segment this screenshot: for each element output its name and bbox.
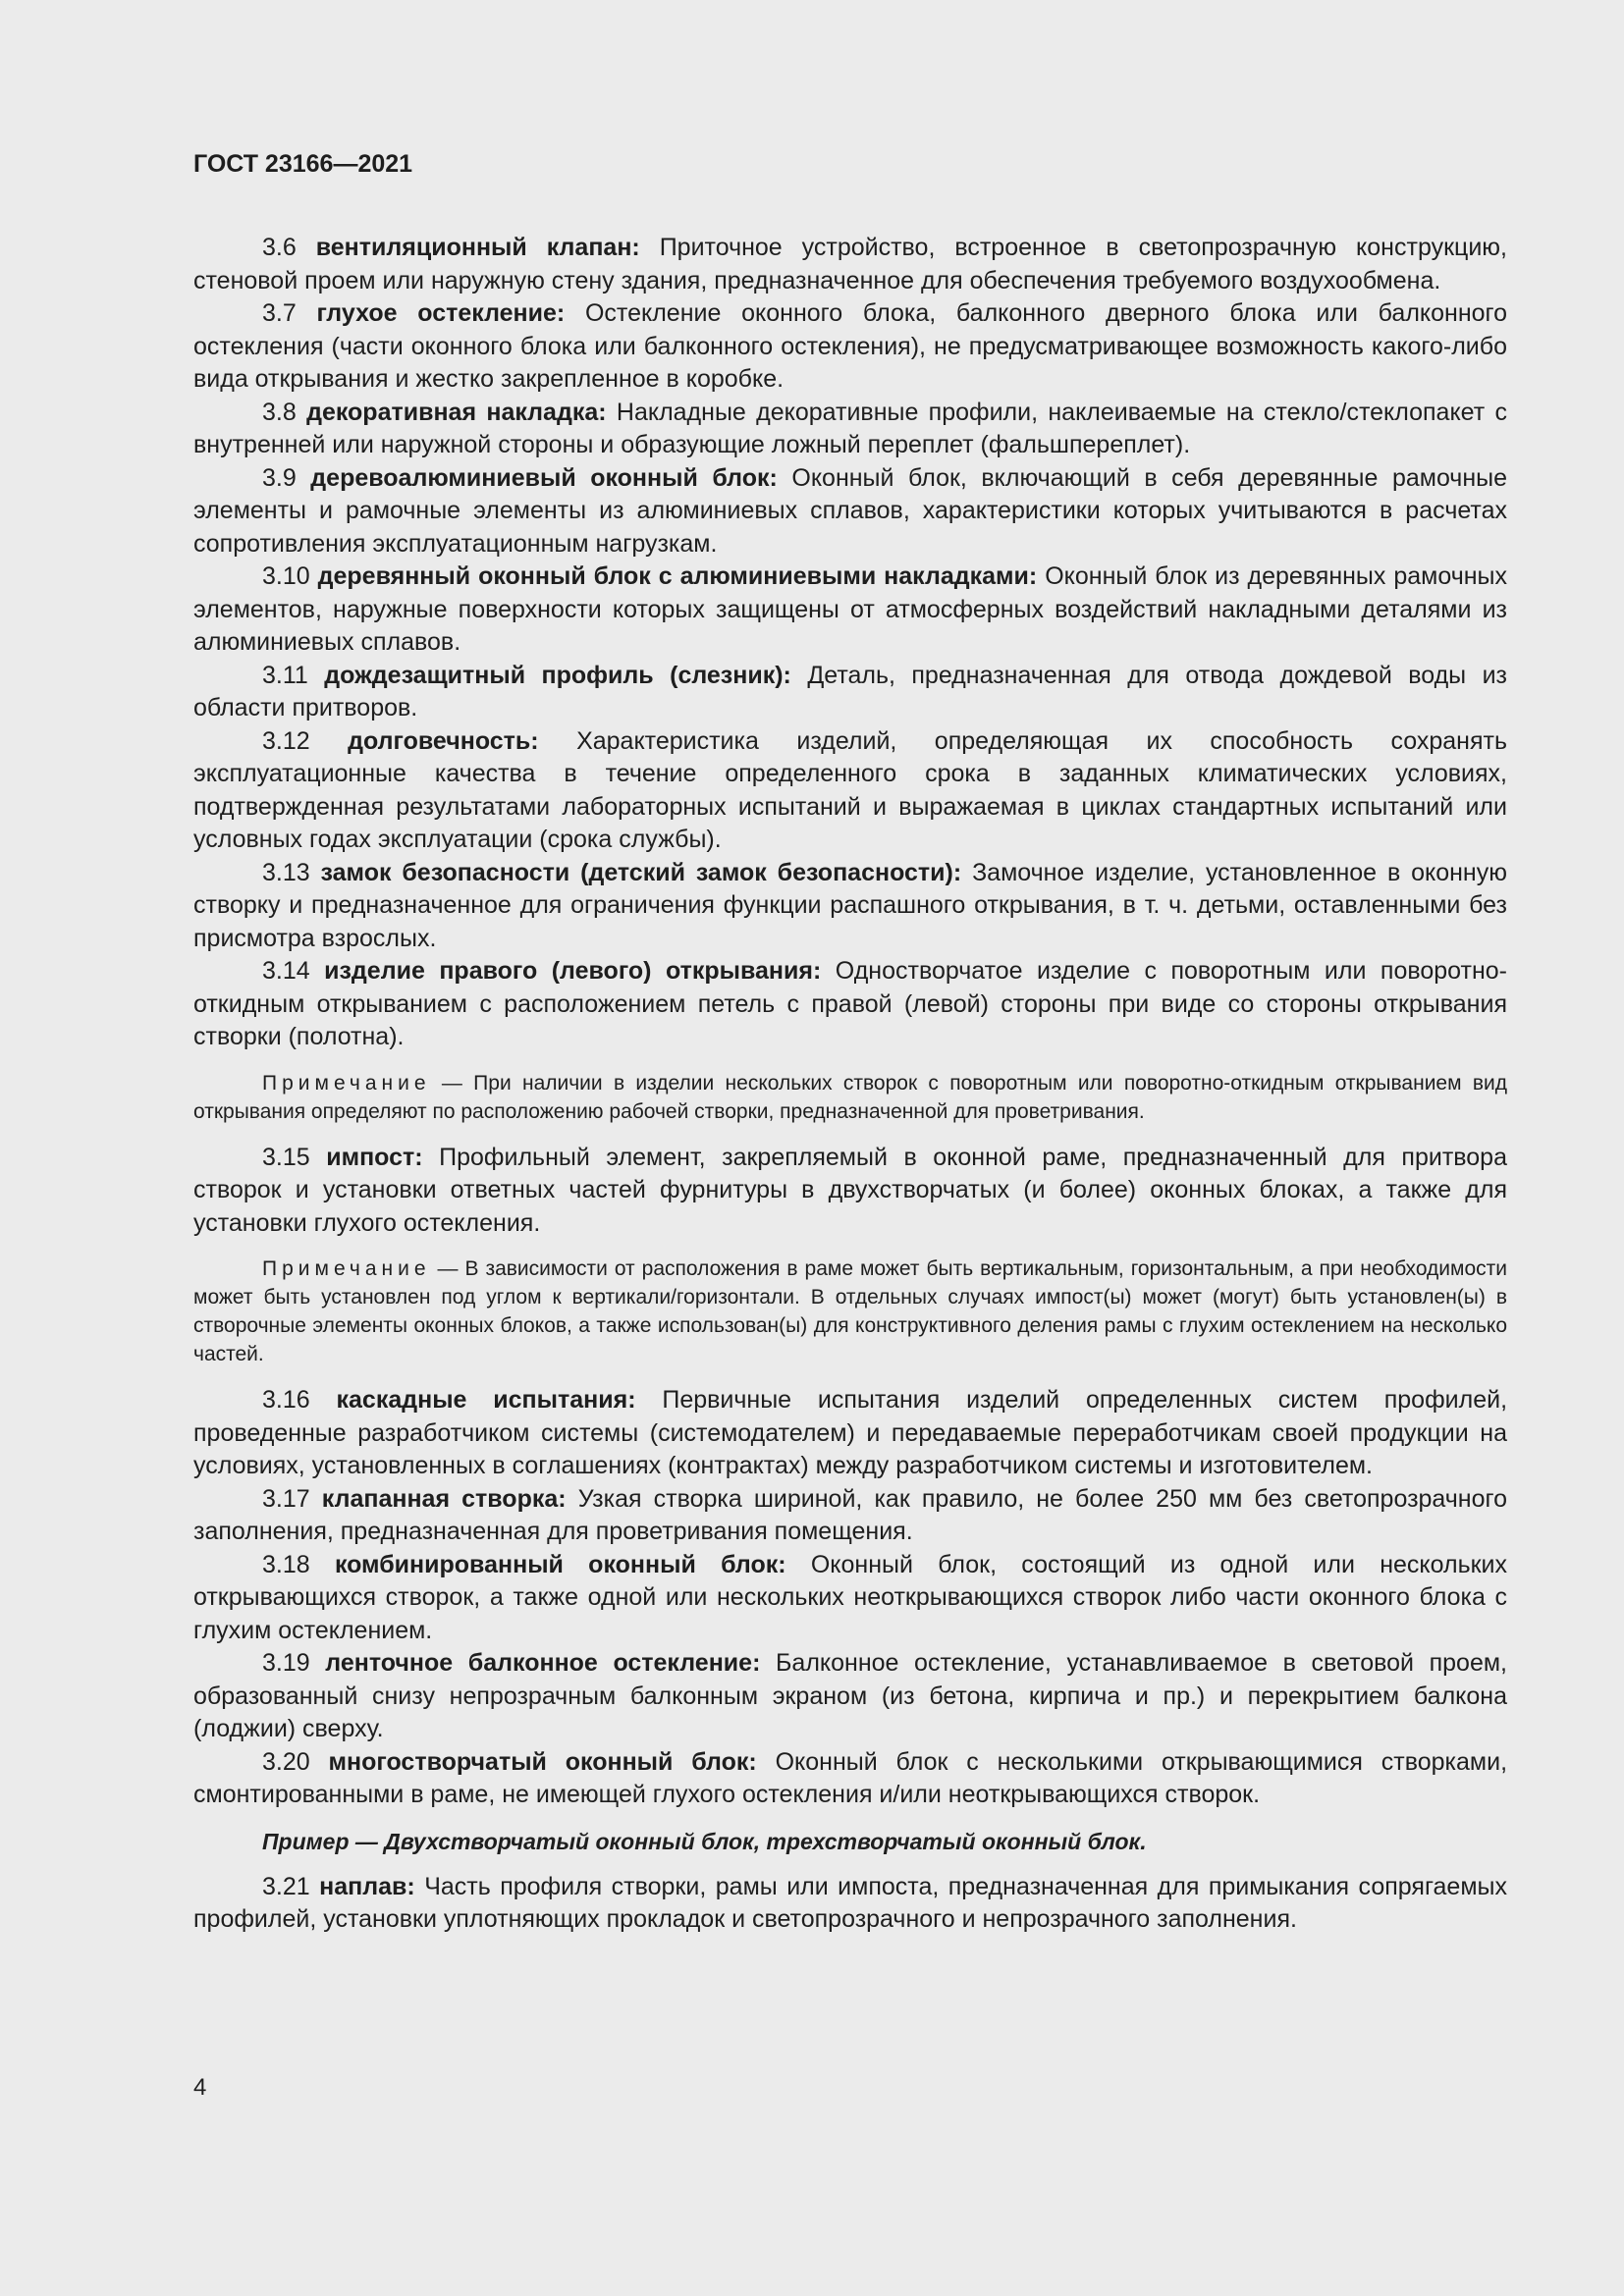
term-number: 3.12: [262, 726, 310, 755]
note-text: — В зависимости от расположения в раме может быть вертикальным, горизонтальным, а при необходимости может быть установлен под углом к вертикали/горизонтали. В отдельных случаях импост(ы) может (могут) быть установлен(ы) в створочные элементы оконных блоков, а также использован(ы) для конструктивного деления рамы с глухим остеклением на несколько частей.: [193, 1257, 1507, 1365]
term-3-20: [193, 1746, 1507, 1812]
term-definition: Оконный блок, состоящий из одной или нескольких открывающихся створок, а также одной или нескольких неоткрывающихся створок либо части оконного блока с глухим остеклением.: [193, 1550, 1507, 1644]
term-name: глухое остекление:: [316, 299, 566, 327]
note-3-14: [193, 1069, 1507, 1126]
term-definition: Характеристика изделий, определяющая их способность сохранять эксплуатационные качества в течение определенного срока в заданных климатических условиях, подтвержденная результатами лабораторных испытаний и выражаемая в циклах стандартных испытаний или условных годах эксплуатации (срока службы).: [193, 726, 1507, 853]
term-3-19: [193, 1647, 1507, 1746]
example-3-20: Пример — Двухстворчатый оконный блок, трехстворчатый оконный блок.: [262, 1828, 1147, 1854]
term-3-8: [193, 397, 1507, 462]
term-definition: Балконное остекление, устанавливаемое в световой проем, образованный снизу непрозрачным балконным экраном (из бетона, кирпича и пр.) и перекрытием балкона (лоджии) сверху.: [193, 1649, 1507, 1742]
term-3-13: [193, 857, 1507, 956]
term-3-10: [193, 561, 1507, 660]
term-number: 3.19: [262, 1649, 310, 1677]
term-number: 3.17: [262, 1484, 310, 1513]
term-name: долговечность:: [348, 726, 539, 755]
term-name: дождезащитный профиль (слезник):: [324, 661, 791, 689]
term-definition: Оконный блок, включающий в себя деревянные рамочные элементы и рамочные элементы из алюминиевых сплавов, характеристики которых учитываются в расчетах сопротивления эксплуатационным нагрузкам.: [193, 463, 1507, 558]
term-name: комбинированный оконный блок:: [334, 1550, 786, 1578]
term-definition: Узкая створка шириной, как правило, не более 250 мм без светопрозрачного заполнения, предназначенная для проветривания помещения.: [193, 1484, 1507, 1545]
term-definition: Часть профиля створки, рамы или импоста, предназначенная для примыкания сопрягаемых профилей, установки уплотняющих прокладок и светопрозрачного и непрозрачного заполнения.: [193, 1872, 1507, 1933]
note-label: Примечание: [262, 1071, 431, 1095]
term-name: замок безопасности (детский замок безопасности):: [320, 858, 962, 886]
term-3-18: [193, 1549, 1507, 1648]
term-name: ленточное балконное остекление:: [325, 1649, 761, 1677]
term-number: 3.16: [262, 1386, 310, 1414]
term-3-7: [193, 297, 1507, 397]
page-number: 4: [193, 2074, 207, 2101]
term-3-15: [193, 1142, 1507, 1241]
term-number: 3.15: [262, 1143, 310, 1171]
term-definition: Профильный элемент, закрепляемый в оконной раме, предназначенный для притвора створок и установки ответных частей фурнитуры в двухстворчатых (и более) оконных блоках, а также для установки глухого остекления.: [193, 1143, 1507, 1237]
term-name: клапанная створка:: [321, 1484, 567, 1513]
document-header: ГОСТ 23166—2021: [193, 150, 413, 178]
term-definition: Оконный блок с несколькими открывающимися створками, смонтированными в раме, не имеющей глухого остекления и/или неоткрывающихся створок.: [193, 1747, 1508, 1808]
term-number: 3.6: [262, 234, 297, 261]
term-name: вентиляционный клапан:: [315, 234, 640, 261]
term-number: 3.11: [262, 661, 308, 689]
term-definition: Остекление оконного блока, балконного дверного блока или балконного остекления (части оконного блока или балконного остекления), не предусматривающее возможность какого-либо вида открывания и жестко закрепленное в коробке.: [193, 299, 1508, 393]
term-number: 3.14: [262, 957, 310, 985]
term-number: 3.21: [262, 1872, 310, 1900]
term-number: 3.13: [262, 858, 310, 886]
term-name: деревянный оконный блок с алюминиевыми накладками:: [317, 562, 1038, 590]
term-name: каскадные испытания:: [336, 1386, 636, 1414]
term-definition: Первичные испытания изделий определенных систем профилей, проведенные разработчиком системы (системодателем) и передаваемые переработчикам своей продукции на условиях, установленных в соглашениях (контрактах) между разработчиком системы и изготовителем.: [193, 1386, 1508, 1479]
term-3-9: [193, 462, 1507, 561]
term-3-21: [193, 1871, 1507, 1937]
term-number: 3.9: [262, 463, 297, 492]
term-definition: Накладные декоративные профили, наклеиваемые на стекло/стеклопакет с внутренней или наружной стороны и образующие ложный переплет (фальшпереплет).: [193, 398, 1507, 458]
term-3-17: [193, 1483, 1507, 1549]
term-3-16: [193, 1384, 1507, 1483]
document-page: [193, 147, 1507, 1937]
note-text: — При наличии в изделии нескольких створок с поворотным или поворотно-откидным открыванием вид открывания определяют по расположению рабочей створки, предназначенной для проветривания.: [193, 1071, 1507, 1123]
note-label: Примечание: [262, 1257, 431, 1280]
term-number: 3.18: [262, 1550, 310, 1578]
term-number: 3.10: [262, 562, 310, 590]
term-3-12: [193, 725, 1507, 857]
term-3-6: [193, 232, 1507, 297]
term-definition: Одностворчатое изделие с поворотным или поворотно-откидным открыванием с расположением петель с правой (левой) стороны при виде со стороны открывания створки (полотна).: [193, 957, 1507, 1050]
term-name: декоративная накладка:: [306, 398, 607, 426]
term-number: 3.8: [262, 398, 297, 426]
term-number: 3.7: [262, 299, 297, 327]
term-definition: Замочное изделие, установленное в оконную створку и предназначенное для ограничения функции распашного открывания, в т. ч. детьми, оставленными без присмотра взрослых.: [193, 858, 1507, 952]
term-3-11: [193, 660, 1507, 725]
term-name: деревоалюминиевый оконный блок:: [310, 463, 778, 492]
term-3-14: [193, 955, 1507, 1054]
term-name: многостворчатый оконный блок:: [328, 1747, 757, 1776]
term-name: изделие правого (левого) открывания:: [324, 957, 822, 985]
term-number: 3.20: [262, 1747, 310, 1776]
term-definition: Деталь, предназначенная для отвода дождевой воды из области притворов.: [193, 661, 1508, 721]
term-definition: Приточное устройство, встроенное в светопрозрачную конструкцию, стеновой проем или наружную стену здания, предназначенное для обеспечения требуемого воздухообмена.: [193, 234, 1507, 294]
term-name: импост:: [326, 1143, 423, 1171]
note-3-15: [193, 1255, 1507, 1368]
term-name: наплав:: [319, 1872, 415, 1900]
term-definition: Оконный блок из деревянных рамочных элементов, наружные поверхности которых защищены от атмосферных воздействий накладными деталями из алюминиевых сплавов.: [193, 562, 1507, 656]
